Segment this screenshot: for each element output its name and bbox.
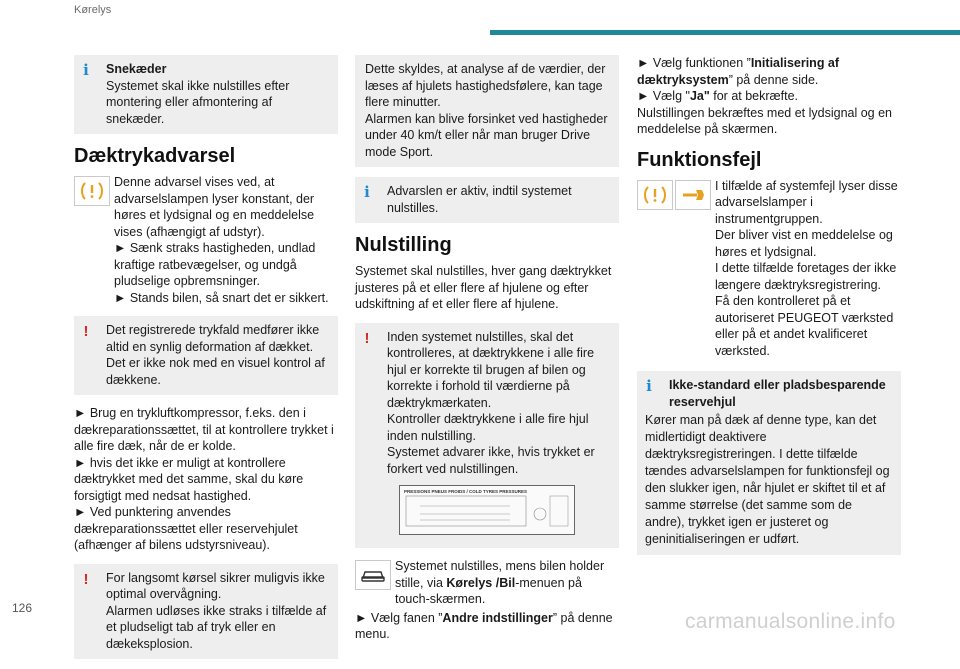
page-number: 126	[12, 601, 33, 615]
reset-warning-text: Inden systemet nulstilles, skal det kontrolleres, at dæktrykkene i alle fire hjul er korrekte til brugen af bilen og korrekte i forhold til værdierne på dæktrykmærkaten. Kontroller dæktrykkene i alle fire hjul inden nulstilling. Systemet advarer ikke, hvis trykket er forkert ved nulstillingen.	[387, 329, 595, 476]
select-tab-text-a: ► Vælg fanen ”	[355, 610, 443, 625]
malfunction-text: I tilfælde af systemfejl lyser disse advarselslamper i instrumentgruppen. Der bliver vist en meddelelse og høres et lydsignal. I dette tilfælde foretages der ikke længere dæktryksregistrering. Få den kontrolleret på et autoriseret PEUGEOT værksted eller på et andet kvalificeret værksted.	[715, 178, 898, 358]
warning-exclamation-icon: !	[83, 570, 89, 588]
pressure-label-header: PRESSIONS PNEUS FROIDS / COLD TYRES PRESSURES	[404, 489, 528, 494]
yes-label: Ja"	[689, 89, 710, 103]
tyre-pressure-warning-icon	[74, 176, 110, 206]
info-icon: i	[364, 183, 370, 201]
analysis-note-text: Dette skyldes, at analyse af de værdier, der læses af hjulets hastighedsfølere, kan tage flere minutter. Alarmen kan blive forsinket ved hastigheder under 40 km/t eller når man bruger Drive mode Sport.	[365, 62, 608, 159]
select-tab-step	[355, 610, 619, 643]
confirm-yes-text-a: ► Vælg "	[637, 89, 690, 103]
spare-wheel-text: Kører man på dæk af denne type, kan det midlertidigt deaktivere dæktryksregistreringen. I dette tilfælde tændes advarselslampen for funktionsfejl og den slukker igen, når hjulet er skiftet til et af samme størrelse (det samme som de andre), trykket igen er justeret og geninitialiseringen er udført.	[645, 413, 890, 546]
tyre-warning-intro	[74, 174, 338, 306]
reset-intro: Systemet skal nulstilles, hver gang dæktrykket justeres på et eller flere af hjulene og efter udskiftning af et eller flere af hjulene.	[355, 264, 612, 311]
note-box-analysis	[355, 55, 619, 167]
warning-deformation-text: Det registrerede trykfald medfører ikke altid en synlig deformation af dækket. Det er ikke nok med en visuel kontrol af dækkene.	[106, 323, 325, 387]
warning-exclamation-icon: !	[364, 329, 370, 347]
confirm-yes-text-b: for at bekræfte.	[709, 89, 799, 103]
warning-exclamation-icon: !	[83, 323, 89, 340]
reset-menu-text	[395, 558, 619, 608]
info-icon: i	[646, 377, 652, 395]
spare-wheel-title: Ikke-standard eller pladsbesparende reservehjul	[669, 378, 886, 409]
column-1	[74, 55, 338, 669]
function-name: Initialisering af dæktryksystem	[637, 56, 840, 87]
reset-text-a: Systemet nulstilles, mens bilen holder stille, via	[395, 559, 605, 590]
select-function-text-a: ► Vælg funktionen ”	[637, 56, 751, 70]
alert-active-text: Advarslen er aktiv, indtil systemet nulstilles.	[387, 184, 572, 215]
snow-note-text: Systemet skal ikke nulstilles efter montering eller afmontering af snekæder.	[106, 78, 290, 126]
heading-tyre-warning: Dæktrykadvarsel	[74, 145, 236, 167]
info-box-snow-chains	[74, 55, 338, 134]
watermark: carmanualsonline.info	[685, 610, 896, 633]
car-icon	[355, 560, 391, 590]
section-title: Kørelys	[74, 4, 112, 16]
select-function-step	[637, 55, 901, 88]
reset-confirmation-text: Nulstillingen bekræftes med et lydsignal og en meddelelse på skærmen.	[637, 105, 892, 136]
warning-box-slow-driving	[74, 564, 338, 660]
tyre-pressure-warning-icon	[637, 180, 673, 210]
info-box-spare-wheel	[637, 371, 901, 555]
tab-name: Andre indstillinger	[442, 610, 553, 625]
warning-slow-driving-text: For langsomt kørsel sikrer muligvis ikke optimal overvågning. Alarmen udløses ikke straks i tilfælde af et pludseligt tab af tryk eller en dækeksplosion.	[106, 570, 327, 651]
tyre-check-steps: ► Brug en trykluftkompressor, f.eks. den i dækreparationssættet, til at kontrollere trykket i alle fire dæk, når de er kolde. ► hvis det ikke er muligt at kontrollere dæktrykket med det samme, skal du køre forsigtigt med nedsat hastighed. ► Ved punktering anvendes dækreparationssættet eller reservehjulet (afhænger af bilens udstyrsniveau).	[74, 406, 334, 552]
column-2	[355, 55, 619, 643]
reset-text-b: -menuen på touch-skærmen.	[395, 575, 582, 606]
warning-box-reset	[355, 323, 619, 549]
info-box-alert-active	[355, 177, 619, 223]
header-accent-bar	[490, 30, 960, 35]
confirm-yes-step	[637, 88, 901, 105]
select-tab-text-b: ” på denne menu.	[355, 610, 613, 641]
service-wrench-icon	[675, 180, 711, 210]
heading-malfunction: Funktionsfejl	[637, 148, 762, 171]
snow-note-title: Snekæder	[106, 62, 167, 76]
select-function-text-b: ” på denne side.	[728, 72, 819, 87]
reset-via-menu	[355, 558, 619, 608]
column-3	[637, 55, 901, 565]
warning-box-deformation	[74, 316, 338, 395]
tyre-pressure-label-illustration	[399, 485, 575, 535]
info-icon: i	[83, 61, 89, 79]
malfunction-intro	[637, 178, 901, 360]
tyre-warning-text: Denne advarsel vises ved, at advarselslampen lyser konstant, der høres et lydsignal og en meddelelse vises (afhængigt af udstyr). ► Sænk straks hastigheden, undlad kraftige ratbevægelser, og undgå pludselige opbremsninger. ► Stands bilen, så snart det er sikkert.	[114, 175, 329, 305]
heading-reset: Nulstilling	[355, 234, 452, 256]
menu-name: Kørelys /Bil	[446, 575, 516, 590]
